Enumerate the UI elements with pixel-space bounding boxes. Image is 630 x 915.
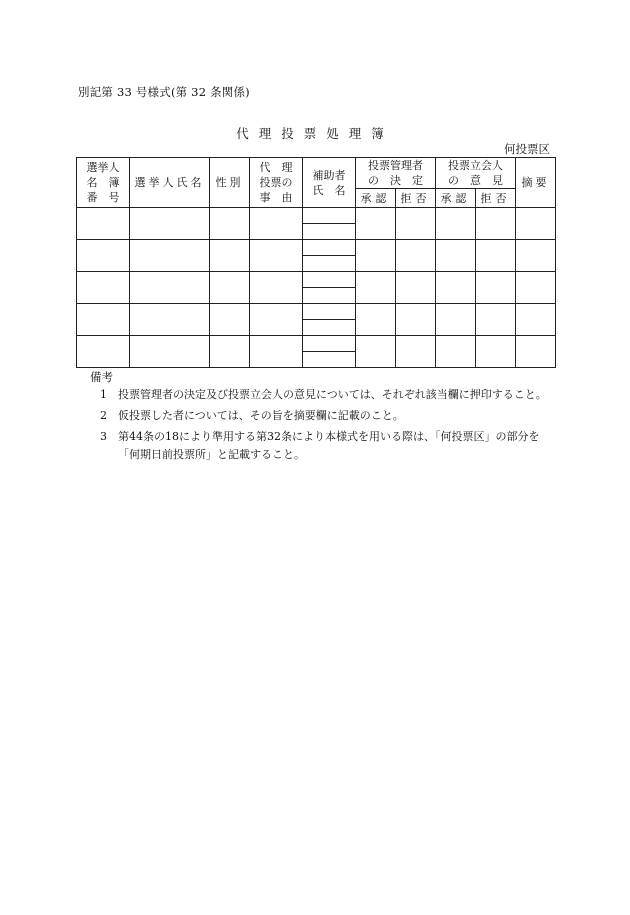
cell-manager-approve[interactable] [356,336,396,368]
form-number-label: 別記第 33 号様式(第 32 条関係) [78,85,250,99]
cell-witness-approve[interactable] [436,272,476,304]
cell-remarks[interactable] [516,240,556,272]
header-manager-approve: 承認 [356,189,396,208]
cell-voter-roll-number[interactable] [77,304,130,336]
cell-witness-reject[interactable] [476,272,516,304]
cell-witness-approve[interactable] [436,208,476,240]
header-voter-roll-number: 選挙人 名 簿 番 号 [77,158,130,208]
cell-proxy-reason[interactable] [250,336,303,368]
cell-manager-approve[interactable] [356,272,396,304]
cell-manager-approve[interactable] [356,208,396,240]
cell-proxy-reason[interactable] [250,304,303,336]
cell-manager-reject[interactable] [396,272,436,304]
cell-assistant-name[interactable] [303,224,356,240]
header-gender: 性別 [210,158,250,208]
cell-voter-name[interactable] [130,272,210,304]
note-number: 2 [100,409,107,422]
cell-manager-approve[interactable] [356,304,396,336]
header-witness-approve: 承認 [436,189,476,208]
table-row [77,304,556,320]
cell-voter-name[interactable] [130,208,210,240]
cell-assistant-name[interactable] [303,288,356,304]
cell-assistant-name[interactable] [303,240,356,256]
form-title: 代理投票処理簿 [236,126,394,141]
cell-gender[interactable] [210,304,250,336]
table-row [77,336,556,352]
cell-witness-approve[interactable] [436,240,476,272]
cell-proxy-reason[interactable] [250,272,303,304]
cell-witness-approve[interactable] [436,336,476,368]
note-item [100,407,555,425]
notes-list [100,386,555,467]
cell-voter-roll-number[interactable] [77,240,130,272]
cell-voter-name[interactable] [130,240,210,272]
cell-proxy-reason[interactable] [250,208,303,240]
cell-witness-reject[interactable] [476,336,516,368]
header-proxy-reason: 代 理 投票の 事 由 [250,158,303,208]
cell-proxy-reason[interactable] [250,240,303,272]
cell-assistant-name[interactable] [303,304,356,320]
table-row [77,208,556,224]
cell-assistant-name[interactable] [303,320,356,336]
cell-manager-reject[interactable] [396,336,436,368]
cell-voter-roll-number[interactable] [77,272,130,304]
cell-witness-reject[interactable] [476,208,516,240]
cell-remarks[interactable] [516,304,556,336]
cell-gender[interactable] [210,336,250,368]
cell-gender[interactable] [210,208,250,240]
cell-voter-roll-number[interactable] [77,336,130,368]
cell-remarks[interactable] [516,208,556,240]
note-text: 投票管理者の決定及び投票立会人の意見については、それぞれ該当欄に押印すること。 [118,388,547,401]
header-manager-decision: 投票管理者 の 決 定 [356,158,436,189]
note-item [100,386,555,404]
cell-assistant-name[interactable] [303,256,356,272]
header-witness-opinion: 投票立会人 の 意 見 [436,158,516,189]
table-row [77,240,556,256]
cell-remarks[interactable] [516,336,556,368]
cell-witness-reject[interactable] [476,304,516,336]
notes-heading: 備考 [90,370,113,384]
cell-manager-reject[interactable] [396,304,436,336]
cell-manager-approve[interactable] [356,240,396,272]
cell-manager-reject[interactable] [396,240,436,272]
proxy-voting-register-table [76,157,556,368]
note-number: 3 [100,430,107,443]
cell-voter-name[interactable] [130,336,210,368]
cell-gender[interactable] [210,240,250,272]
note-item [100,428,555,464]
note-number: 1 [100,388,107,401]
header-assistant-name: 補助者 氏 名 [303,158,356,208]
table-row [77,272,556,288]
cell-assistant-name[interactable] [303,208,356,224]
note-text: 第44条の18により準用する第32条により本様式を用いる際は、「何投票区」の部分を「何期日前投票所」と記載すること。 [118,430,540,461]
cell-voter-roll-number[interactable] [77,208,130,240]
cell-witness-approve[interactable] [436,304,476,336]
district-label: 何投票区 [504,142,550,156]
cell-assistant-name[interactable] [303,272,356,288]
cell-remarks[interactable] [516,272,556,304]
cell-assistant-name[interactable] [303,336,356,352]
cell-gender[interactable] [210,272,250,304]
note-text: 仮投票した者については、その旨を摘要欄に記載のこと。 [118,409,404,422]
cell-manager-reject[interactable] [396,208,436,240]
header-remarks: 摘要 [516,158,556,208]
header-manager-reject: 拒否 [396,189,436,208]
cell-assistant-name[interactable] [303,352,356,368]
cell-voter-name[interactable] [130,304,210,336]
header-witness-reject: 拒否 [476,189,516,208]
header-voter-name: 選挙人氏名 [130,158,210,208]
cell-witness-reject[interactable] [476,240,516,272]
